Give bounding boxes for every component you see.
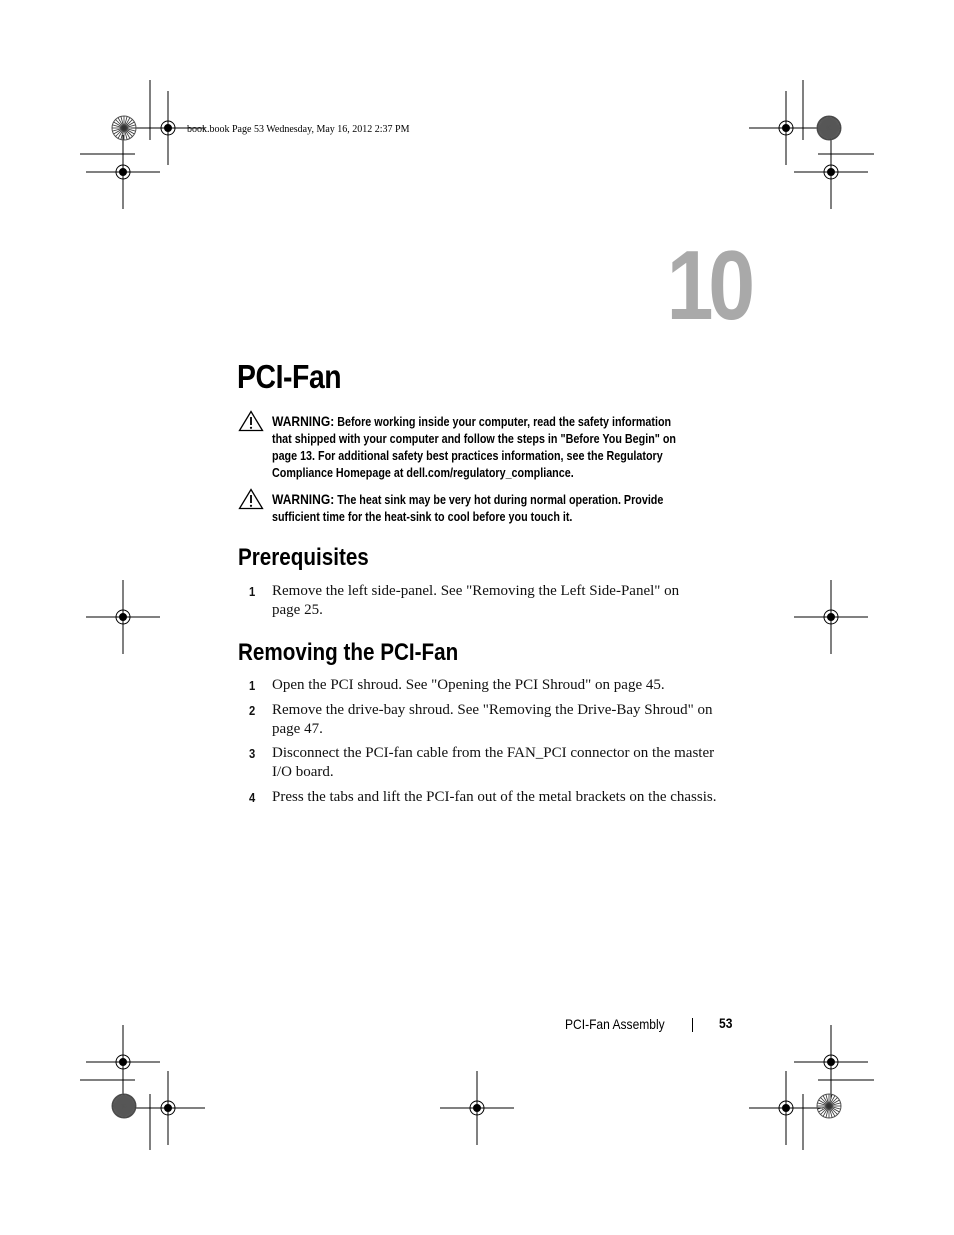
print-slug: book.book Page 53 Wednesday, May 16, 2012 2:37 PM (187, 124, 410, 135)
warning-text-line: that shipped with your computer and follow the steps in "Before You Begin" on (272, 432, 676, 446)
warning-text-line: The heat sink may be very hot during normal operation. Provide (337, 493, 664, 507)
warning-block (272, 413, 736, 482)
step-text-line: Remove the drive-bay shroud. See "Removing the Drive-Bay Shroud" on (272, 702, 713, 718)
star-target-fill (113, 1095, 135, 1117)
step-text-line: Disconnect the PCI-fan cable from the FAN_PCI connector on the master (272, 745, 715, 761)
section-heading-removing: Removing the PCI-Fan (238, 639, 459, 666)
warning-text-line: Compliance Homepage at dell.com/regulatory_compliance. (272, 466, 574, 480)
step-number: 1 (249, 584, 256, 599)
step-text-line: page 47. (272, 721, 323, 737)
step-text-line: Remove the left side-panel. See "Removing the Left Side-Panel" on (272, 583, 680, 599)
warning-text-line: page 13. For additional safety best practices information, see the Regulatory (272, 449, 663, 463)
page-number: 53 (719, 1015, 733, 1031)
registration-dot (120, 614, 127, 621)
step-text-line: Open the PCI shroud. See "Opening the PCI Shroud" on page 45. (272, 677, 665, 693)
warning-text-line: sufficient time for the heat-sink to cool before you touch it. (272, 510, 573, 524)
warning-text-line: Before working inside your computer, read the safety information (337, 415, 672, 429)
warning-label: WARNING: (272, 413, 335, 429)
warning-block (272, 491, 736, 526)
warning-triangle-icon (238, 410, 264, 432)
registration-dot (120, 169, 127, 176)
registration-dot (828, 1059, 835, 1066)
registration-dot (828, 614, 835, 621)
star-target-fill (818, 117, 840, 139)
step-text-line: page 25. (272, 602, 323, 618)
footer-section-title: PCI-Fan Assembly (565, 1016, 665, 1032)
registration-dot (474, 1105, 481, 1112)
step-text-line: I/O board. (272, 764, 334, 780)
section-heading-prerequisites: Prerequisites (238, 544, 369, 571)
registration-dot (783, 125, 790, 132)
registration-dot (120, 1059, 127, 1066)
warning-label: WARNING: (272, 491, 335, 507)
footer-divider (692, 1018, 693, 1032)
chapter-title: PCI-Fan (237, 358, 342, 395)
step-text-line: Press the tabs and lift the PCI-fan out of the metal brackets on the chassis. (272, 789, 717, 805)
registration-dot (828, 169, 835, 176)
step-number: 4 (249, 790, 256, 805)
step-number: 1 (249, 678, 256, 693)
registration-dot (165, 125, 172, 132)
step-number: 2 (249, 703, 256, 718)
registration-dot (165, 1105, 172, 1112)
step-number: 3 (249, 746, 256, 761)
registration-dot (783, 1105, 790, 1112)
warning-triangle-icon (238, 488, 264, 510)
chapter-number: 10 (666, 230, 750, 340)
